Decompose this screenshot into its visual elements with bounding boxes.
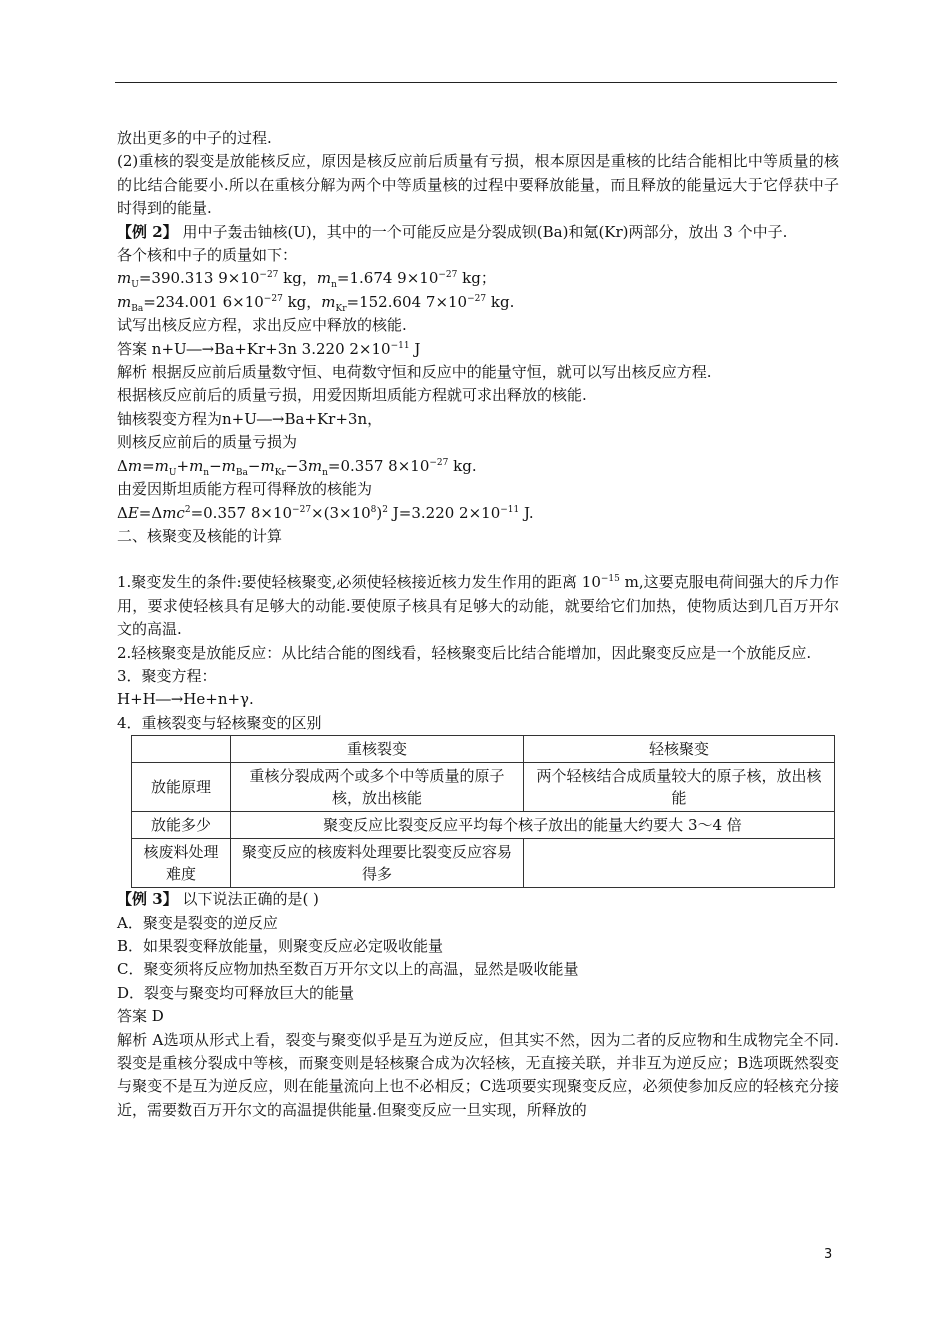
fusion-item-4-title: 4．重核裂变与轻核聚变的区别 <box>117 713 322 732</box>
fusion-equation: H+H―→He+n+γ. <box>117 690 254 709</box>
table-cell: 放能多少 <box>132 812 231 839</box>
example2-task: 试写出核反应方程，求出反应中释放的核能. <box>117 316 407 335</box>
fission-energy-paragraph: (2)重核的裂变是放能核反应，原因是核反应前后质量有亏损，根本原因是重核的比结合能相比中等质量的核的比结合能要小.所以在重核分解为两个中等质量核的过程中要释放能量，而且释放的能量远大于它俘获中子时得到的能量. <box>117 152 839 218</box>
example2-energy-equation: ΔE=Δmc$^2$=0.357 $8\times 10^{-27}\times(3\times 10^8)^2$ J=3.220 $2\times 10^{-11}$ J. <box>117 503 534 522</box>
example3-answer: 答案 D <box>117 1007 164 1026</box>
table-row <box>132 736 835 763</box>
example2-mass-line-2: $m_{Ba}=234.001$ $6\times 10^{-27}$ kg，$m_{Kr}=152.604$ $7\times 10^{-27}$ kg. <box>117 292 515 314</box>
example3-option-a: A．聚变是裂变的逆反应 <box>117 913 278 932</box>
example3-analysis: 解析 A选项从形式上看，裂变与聚变似乎是互为逆反应，但其实不然，因为二者的反应物和生成物完全不同.裂变是重核分裂成中等核，而聚变则是轻核聚合成为次轻核，无直接关联，并非互为逆反应；B选项既然裂变与聚变不是互为逆反应，则在能量流向上也不必相反；C选项要实现聚变反应，必须使参加反应的轻核充分接近，需要数百万开尔文的高温提供能量.但聚变反应一旦实现，所释放的 <box>117 1030 839 1119</box>
page-content <box>117 127 839 1122</box>
table-cell: 聚变反应比裂变反应平均每个核子放出的能量大约要大 3～4 倍 <box>231 812 835 839</box>
fusion-item-2: 2.轻核聚变是放能反应：从比结合能的图线看，轻核聚变后比结合能增加，因此聚变反应是一个放能反应. <box>117 643 812 662</box>
table-header-fission: 重核裂变 <box>231 736 524 763</box>
table-cell <box>132 736 231 763</box>
table-cell: 两个轻核结合成质量较大的原子核，放出核能 <box>524 763 835 812</box>
table-cell: 放能原理 <box>132 763 231 812</box>
table-header-fusion: 轻核聚变 <box>524 736 835 763</box>
example2-mass-defect: $\Delta m=m_U+m_n-m_{Ba}-m_{Kr}-3m_n=0.357$ $8\times 10^{-27}$ kg. <box>117 456 477 478</box>
example3-option-b: B．如果裂变释放能量，则聚变反应必定吸收能量 <box>117 936 444 955</box>
intro-line: 放出更多的中子的过程. <box>117 129 272 147</box>
table-cell: 重核分裂成两个或多个中等质量的原子核，放出核能 <box>231 763 524 812</box>
table-row <box>132 763 835 812</box>
table-cell: 核废料处理难度 <box>132 839 231 888</box>
example2-masses-intro: 各个核和中子的质量如下： <box>117 246 298 265</box>
example2-mass-line-1: $m_U=390.313$ $9\times 10^{-27}$ kg，$m_n=1.674$ $9\times 10^{-27}$ kg； <box>117 269 496 291</box>
example3-question: 【例 3】 以下说法正确的是( ) <box>117 890 319 909</box>
example2-question: 【例 2】 用中子轰击铀核(U)，其中的一个可能反应是分裂成钡(Ba)和氪(Kr)两部分，放出 3 个中子. <box>117 222 788 241</box>
example2-analysis-6: 由爱因斯坦质能方程可得释放的核能为 <box>117 480 373 499</box>
table-row <box>132 812 835 839</box>
comparison-table <box>131 735 835 888</box>
example2-analysis-4: 则核反应前后的质量亏损为 <box>117 433 298 452</box>
table-cell: 聚变反应的核废料处理要比裂变反应容易得多 <box>231 839 524 888</box>
section2-title: 二、核聚变及核能的计算 <box>117 526 283 545</box>
example3-tag: 【例 3】 <box>117 890 178 909</box>
example2-analysis-3: 铀核裂变方程为n+U―→Ba+Kr+3n， <box>117 409 383 428</box>
example2-answer: 答案 n+U―→Ba+Kr+3n 3.220 $2\times 10^{-11}$ J <box>117 339 421 358</box>
example2-tag: 【例 2】 <box>117 222 178 241</box>
fusion-item-1: 1.聚变发生的条件:要使轻核聚变,必须使轻核接近核力发生作用的距离 $10^{-15}$ m,这要克服电荷间强大的斥力作用，要求使轻核具有足够大的动能.要使原子核具有足够大的动能，就要给它们加热，使物质达到几百万开尔文的高温. <box>117 573 839 639</box>
table-cell <box>524 839 835 888</box>
fusion-item-3-title: 3．聚变方程： <box>117 666 217 685</box>
example3-option-c: C．聚变须将反应物加热至数百万开尔文以上的高温，显然是吸收能量 <box>117 960 579 979</box>
example3-option-d: D．裂变与聚变均可释放巨大的能量 <box>117 983 355 1002</box>
example2-analysis-2: 根据核反应前后的质量亏损，用爱因斯坦质能方程就可求出释放的核能. <box>117 386 587 405</box>
table-row <box>132 839 835 888</box>
example2-analysis-1: 解析 根据反应前后质量数守恒、电荷数守恒和反应中的能量守恒，就可以写出核反应方程. <box>117 363 712 382</box>
header-rule <box>115 82 837 83</box>
page-number: 3 <box>824 1247 833 1262</box>
